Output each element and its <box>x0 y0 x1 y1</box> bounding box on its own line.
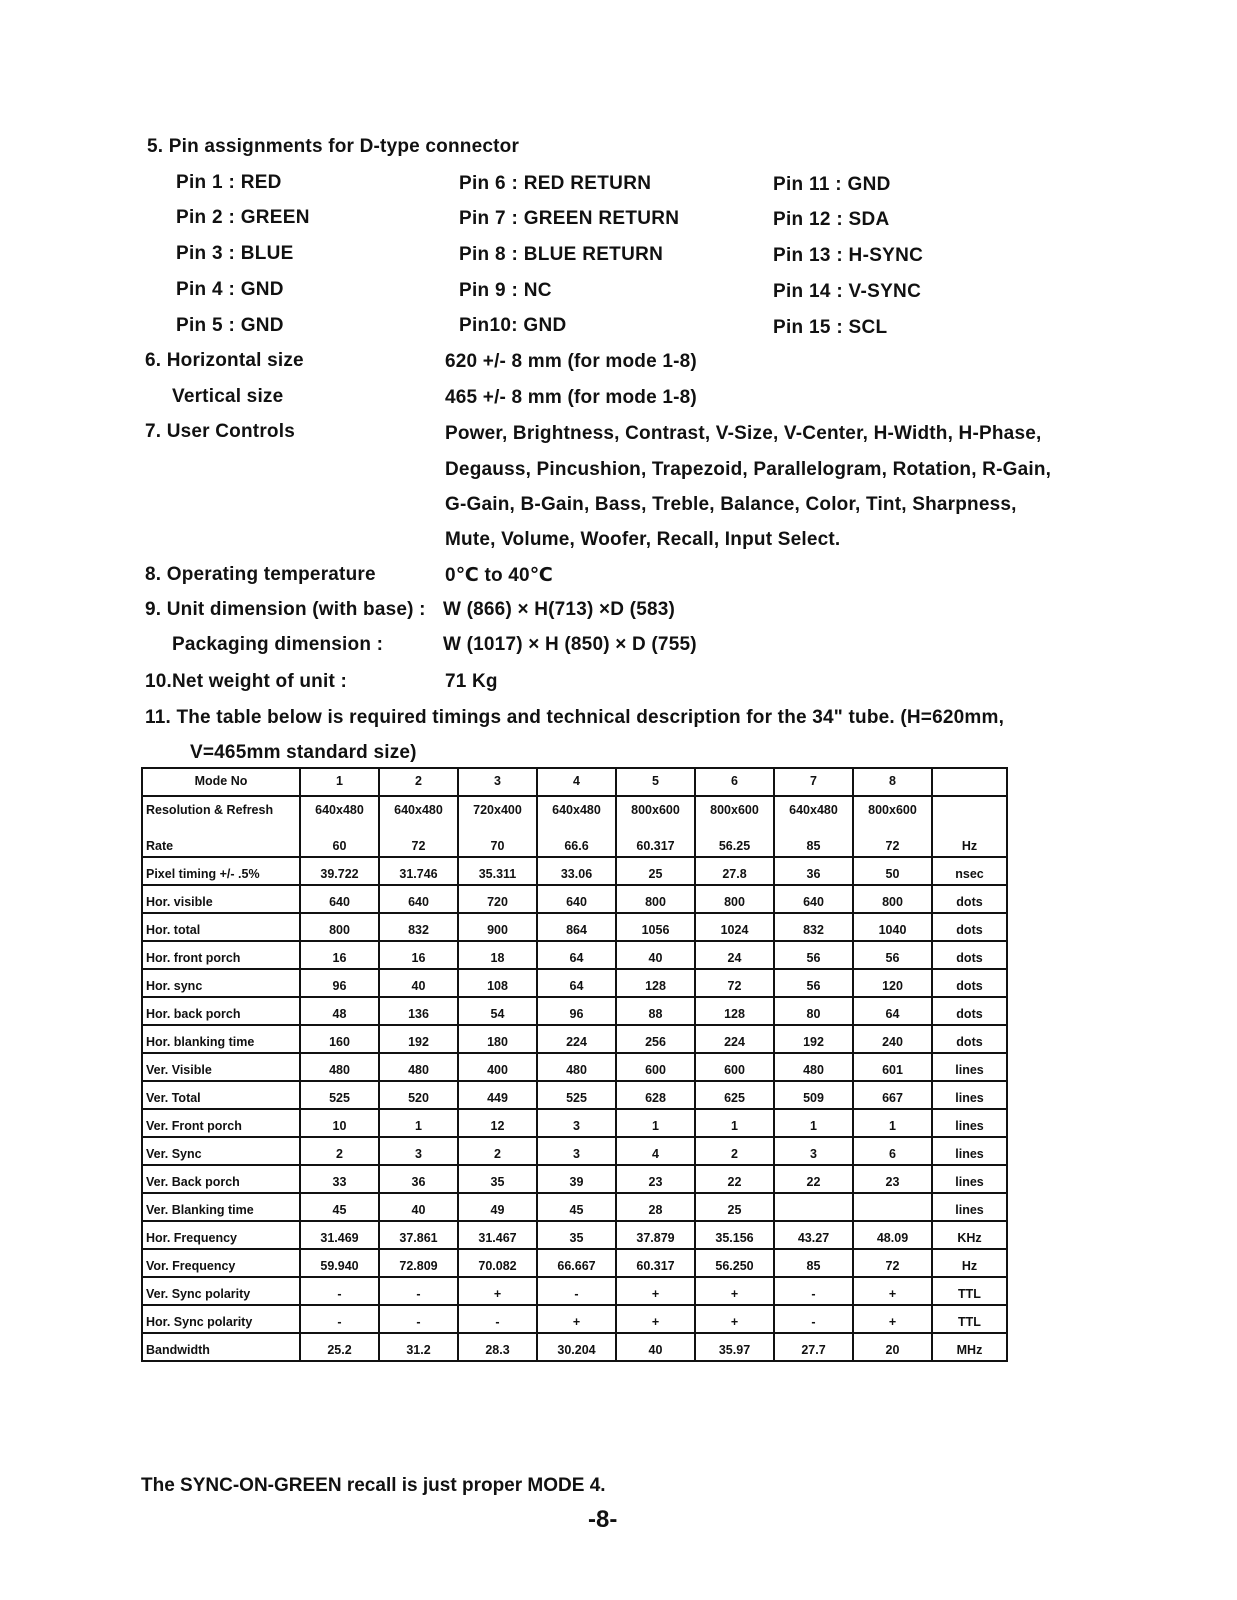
table-cell: - <box>300 1277 379 1305</box>
table-cell: 600 <box>695 1053 774 1081</box>
table-cell: + <box>537 1305 616 1333</box>
table-cell: 120 <box>853 969 932 997</box>
table-cell: 70.082 <box>458 1249 537 1277</box>
table-cell: 35 <box>458 1165 537 1193</box>
table-cell: 601 <box>853 1053 932 1081</box>
table-cell: 25.2 <box>300 1333 379 1361</box>
table-cell: lines <box>932 1137 1007 1165</box>
table-cell: 35.97 <box>695 1333 774 1361</box>
table-cell: 136 <box>379 997 458 1025</box>
table-cell: 64 <box>537 969 616 997</box>
table-cell: 72.809 <box>379 1249 458 1277</box>
table-cell: 28 <box>616 1193 695 1221</box>
table-cell: dots <box>932 913 1007 941</box>
table-cell: 27.7 <box>774 1333 853 1361</box>
table-cell: MHz <box>932 1333 1007 1361</box>
table-row-label: Rate <box>142 826 300 857</box>
table-cell: 2 <box>300 1137 379 1165</box>
packaging-dimension-value: W (1017) × H (850) × D (755) <box>443 634 697 655</box>
table-cell: 39 <box>537 1165 616 1193</box>
table-row-label: Ver. Visible <box>142 1053 300 1081</box>
table-cell: 35.311 <box>458 857 537 885</box>
table-row-label: Pixel timing +/- .5% <box>142 857 300 885</box>
table-row-label: Hor. Frequency <box>142 1221 300 1249</box>
table-header-cell: 1 <box>300 768 379 796</box>
table-cell: 800x600 <box>695 796 774 826</box>
table-cell: - <box>774 1277 853 1305</box>
user-controls-line-1: Power, Brightness, Contrast, V-Size, V-Center, H-Width, H-Phase, <box>445 423 1042 444</box>
table-row <box>142 1165 1007 1193</box>
table-cell: 800 <box>853 885 932 913</box>
table-cell: 800 <box>695 885 774 913</box>
pin-10: Pin10: GND <box>459 315 567 336</box>
table-cell: 1056 <box>616 913 695 941</box>
table-cell: 70 <box>458 826 537 857</box>
table-cell: 40 <box>616 1333 695 1361</box>
table-cell: 59.940 <box>300 1249 379 1277</box>
table-cell: 45 <box>300 1193 379 1221</box>
table-cell: 600 <box>616 1053 695 1081</box>
table-row-label: Hor. blanking time <box>142 1025 300 1053</box>
table-cell: 96 <box>300 969 379 997</box>
table-cell: 33 <box>300 1165 379 1193</box>
table-cell: 640 <box>379 885 458 913</box>
table-cell: 72 <box>853 1249 932 1277</box>
table-row-label: Ver. Blanking time <box>142 1193 300 1221</box>
table-cell: 224 <box>695 1025 774 1053</box>
table-row-label: Ver. Sync polarity <box>142 1277 300 1305</box>
table-cell: dots <box>932 1025 1007 1053</box>
table-cell: 192 <box>774 1025 853 1053</box>
table-cell: nsec <box>932 857 1007 885</box>
pin-6: Pin 6 : RED RETURN <box>459 173 652 194</box>
user-controls-line-2: Degauss, Pincushion, Trapezoid, Parallelogram, Rotation, R-Gain, <box>445 459 1052 480</box>
table-cell: TTL <box>932 1305 1007 1333</box>
table-row-label: Bandwidth <box>142 1333 300 1361</box>
table-row-label: Hor. sync <box>142 969 300 997</box>
table-cell: + <box>695 1277 774 1305</box>
table-cell: 192 <box>379 1025 458 1053</box>
table-row <box>142 1249 1007 1277</box>
table-cell: 40 <box>616 941 695 969</box>
table-cell: + <box>458 1277 537 1305</box>
table-cell: 800x600 <box>616 796 695 826</box>
sync-on-green-note: The SYNC-ON-GREEN recall is just proper MODE 4. <box>141 1475 606 1496</box>
table-cell: 28.3 <box>458 1333 537 1361</box>
table-cell: 864 <box>537 913 616 941</box>
table-cell: 640x480 <box>379 796 458 826</box>
table-cell: 45 <box>537 1193 616 1221</box>
table-row <box>142 1221 1007 1249</box>
table-cell: 31.746 <box>379 857 458 885</box>
table-cell: dots <box>932 941 1007 969</box>
table-cell: 12 <box>458 1109 537 1137</box>
table-cell: 66.667 <box>537 1249 616 1277</box>
table-cell: 37.861 <box>379 1221 458 1249</box>
section-5-heading: 5. Pin assignments for D-type connector <box>147 136 520 157</box>
vertical-size-value: 465 +/- 8 mm (for mode 1-8) <box>445 387 697 408</box>
table-row <box>142 1025 1007 1053</box>
table-cell: Hz <box>932 1249 1007 1277</box>
table-cell: 16 <box>300 941 379 969</box>
table-row-label: Hor. back porch <box>142 997 300 1025</box>
table-cell: 720 <box>458 885 537 913</box>
table-cell: 37.879 <box>616 1221 695 1249</box>
table-cell: 400 <box>458 1053 537 1081</box>
table-cell: 1 <box>853 1109 932 1137</box>
table-row <box>142 969 1007 997</box>
table-cell: 60.317 <box>616 1249 695 1277</box>
table-header-cell: 6 <box>695 768 774 796</box>
page-number: -8- <box>588 1506 618 1533</box>
table-cell: 128 <box>695 997 774 1025</box>
table-cell: 80 <box>774 997 853 1025</box>
user-controls-label: 7. User Controls <box>145 421 295 442</box>
table-cell: 128 <box>616 969 695 997</box>
table-cell: 240 <box>853 1025 932 1053</box>
table-cell: 31.2 <box>379 1333 458 1361</box>
table-cell: 480 <box>300 1053 379 1081</box>
pin-15: Pin 15 : SCL <box>773 317 888 338</box>
table-cell: lines <box>932 1081 1007 1109</box>
table-cell <box>932 796 1007 826</box>
table-cell: 60 <box>300 826 379 857</box>
table-cell: 49 <box>458 1193 537 1221</box>
table-cell: 640x480 <box>537 796 616 826</box>
table-cell: 23 <box>853 1165 932 1193</box>
table-cell: + <box>853 1277 932 1305</box>
table-cell: - <box>537 1277 616 1305</box>
table-cell: lines <box>932 1165 1007 1193</box>
table-cell: 6 <box>853 1137 932 1165</box>
table-cell: 2 <box>695 1137 774 1165</box>
table-cell: 56.250 <box>695 1249 774 1277</box>
table-cell: 72 <box>379 826 458 857</box>
table-cell: 50 <box>853 857 932 885</box>
table-header-cell: 8 <box>853 768 932 796</box>
table-cell: 224 <box>537 1025 616 1053</box>
table-header-cell: 7 <box>774 768 853 796</box>
table-cell: 640x480 <box>300 796 379 826</box>
table-row <box>142 885 1007 913</box>
table-cell: 88 <box>616 997 695 1025</box>
table-cell: - <box>458 1305 537 1333</box>
table-cell: 1 <box>616 1109 695 1137</box>
pin-14: Pin 14 : V-SYNC <box>773 281 922 302</box>
table-cell: 480 <box>774 1053 853 1081</box>
table-cell: lines <box>932 1109 1007 1137</box>
table-header-cell: 5 <box>616 768 695 796</box>
table-cell: 180 <box>458 1025 537 1053</box>
table-cell: 108 <box>458 969 537 997</box>
timing-table <box>141 767 1008 1362</box>
table-cell: 96 <box>537 997 616 1025</box>
table-cell: - <box>379 1277 458 1305</box>
operating-temperature-label: 8. Operating temperature <box>145 564 376 585</box>
unit-dimension-value: W (866) × H(713) ×D (583) <box>443 599 676 620</box>
table-cell: 25 <box>695 1193 774 1221</box>
table-cell: dots <box>932 997 1007 1025</box>
table-cell: dots <box>932 969 1007 997</box>
table-cell: 85 <box>774 826 853 857</box>
table-cell: 40 <box>379 969 458 997</box>
table-cell: 33.06 <box>537 857 616 885</box>
table-header-cell: 3 <box>458 768 537 796</box>
table-header-cell: 2 <box>379 768 458 796</box>
pin-5: Pin 5 : GND <box>176 315 284 336</box>
table-cell: 24 <box>695 941 774 969</box>
table-cell: 23 <box>616 1165 695 1193</box>
horizontal-size-label: 6. Horizontal size <box>145 350 304 371</box>
table-cell: 4 <box>616 1137 695 1165</box>
table-cell: + <box>695 1305 774 1333</box>
table-cell: 509 <box>774 1081 853 1109</box>
table-cell: 31.467 <box>458 1221 537 1249</box>
table-cell: 800 <box>616 885 695 913</box>
table-cell: 56 <box>774 969 853 997</box>
table-row-label: Hor. total <box>142 913 300 941</box>
table-cell: 10 <box>300 1109 379 1137</box>
table-cell: 72 <box>853 826 932 857</box>
pin-13: Pin 13 : H-SYNC <box>773 245 924 266</box>
table-row <box>142 1053 1007 1081</box>
table-cell: 800x600 <box>853 796 932 826</box>
table-cell: 3 <box>774 1137 853 1165</box>
table-cell: 31.469 <box>300 1221 379 1249</box>
table-cell: 18 <box>458 941 537 969</box>
table-row <box>142 941 1007 969</box>
table-cell: 525 <box>300 1081 379 1109</box>
table-cell: 449 <box>458 1081 537 1109</box>
table-cell: 36 <box>774 857 853 885</box>
unit-dimension-label: 9. Unit dimension (with base) : <box>145 599 426 620</box>
table-cell: 56 <box>774 941 853 969</box>
table-row <box>142 997 1007 1025</box>
table-cell: - <box>379 1305 458 1333</box>
table-cell: Hz <box>932 826 1007 857</box>
table-cell: 625 <box>695 1081 774 1109</box>
table-row-label: Hor. Sync polarity <box>142 1305 300 1333</box>
user-controls-line-3: G-Gain, B-Gain, Bass, Treble, Balance, Color, Tint, Sharpness, <box>445 494 1017 515</box>
table-row-label: Ver. Front porch <box>142 1109 300 1137</box>
table-cell: 2 <box>458 1137 537 1165</box>
table-cell: 832 <box>774 913 853 941</box>
table-row <box>142 913 1007 941</box>
table-cell: 56.25 <box>695 826 774 857</box>
table-cell: 22 <box>695 1165 774 1193</box>
table-cell: 36 <box>379 1165 458 1193</box>
table-row-resolution <box>142 796 1007 826</box>
table-cell <box>853 1193 932 1221</box>
table-cell: 1 <box>379 1109 458 1137</box>
table-cell: 720x400 <box>458 796 537 826</box>
table-cell: 16 <box>379 941 458 969</box>
table-cell: 900 <box>458 913 537 941</box>
pin-7: Pin 7 : GREEN RETURN <box>459 208 680 229</box>
table-cell: 20 <box>853 1333 932 1361</box>
table-cell: 525 <box>537 1081 616 1109</box>
table-cell: dots <box>932 885 1007 913</box>
table-header-cell: Mode No <box>142 768 300 796</box>
table-cell: 1024 <box>695 913 774 941</box>
net-weight-value: 71 Kg <box>445 671 498 692</box>
table-cell: 160 <box>300 1025 379 1053</box>
table-cell <box>774 1193 853 1221</box>
table-cell: 30.204 <box>537 1333 616 1361</box>
table-row <box>142 1137 1007 1165</box>
table-cell: 25 <box>616 857 695 885</box>
table-cell: 800 <box>300 913 379 941</box>
table-cell: KHz <box>932 1221 1007 1249</box>
table-cell: 3 <box>537 1109 616 1137</box>
table-cell: 628 <box>616 1081 695 1109</box>
table-cell: + <box>616 1305 695 1333</box>
table-cell: 64 <box>537 941 616 969</box>
table-row <box>142 1305 1007 1333</box>
pin-2: Pin 2 : GREEN <box>176 207 310 228</box>
table-cell: 640 <box>774 885 853 913</box>
table-header-cell <box>932 768 1007 796</box>
pin-3: Pin 3 : BLUE <box>176 243 294 264</box>
operating-temperature-value: 0℃ to 40℃ <box>445 565 554 586</box>
table-cell: 667 <box>853 1081 932 1109</box>
table-cell: 56 <box>853 941 932 969</box>
table-cell: 48.09 <box>853 1221 932 1249</box>
net-weight-label: 10.Net weight of unit : <box>145 671 347 692</box>
table-cell: 1 <box>695 1109 774 1137</box>
table-cell: 85 <box>774 1249 853 1277</box>
table-row-label: Resolution & Refresh <box>142 796 300 826</box>
table-cell: 39.722 <box>300 857 379 885</box>
table-cell: - <box>300 1305 379 1333</box>
table-cell: lines <box>932 1053 1007 1081</box>
table-cell: 35.156 <box>695 1221 774 1249</box>
table-row <box>142 1193 1007 1221</box>
table-row-rate <box>142 826 1007 857</box>
table-row-label: Ver. Total <box>142 1081 300 1109</box>
table-cell: 640x480 <box>774 796 853 826</box>
pin-12: Pin 12 : SDA <box>773 209 890 230</box>
table-cell: 520 <box>379 1081 458 1109</box>
table-cell: 1040 <box>853 913 932 941</box>
table-row <box>142 1081 1007 1109</box>
pin-11: Pin 11 : GND <box>773 174 891 195</box>
table-cell: 480 <box>379 1053 458 1081</box>
vertical-size-label: Vertical size <box>172 386 284 407</box>
table-cell: + <box>616 1277 695 1305</box>
table-cell: 35 <box>537 1221 616 1249</box>
pin-1: Pin 1 : RED <box>176 172 282 193</box>
pin-9: Pin 9 : NC <box>459 280 552 301</box>
table-cell: - <box>774 1305 853 1333</box>
table-cell: 3 <box>379 1137 458 1165</box>
packaging-dimension-label: Packaging dimension : <box>172 634 384 655</box>
table-row-label: Vor. Frequency <box>142 1249 300 1277</box>
table-header-cell: 4 <box>537 768 616 796</box>
table-cell: 48 <box>300 997 379 1025</box>
table-cell: lines <box>932 1193 1007 1221</box>
table-row-label: Ver. Sync <box>142 1137 300 1165</box>
table-row <box>142 857 1007 885</box>
table-row-label: Ver. Back porch <box>142 1165 300 1193</box>
table-cell: 40 <box>379 1193 458 1221</box>
table-row <box>142 1109 1007 1137</box>
table-cell: 1 <box>774 1109 853 1137</box>
section-11-line-1: 11. The table below is required timings and technical description for the 34" tube. (H=620mm, <box>145 707 1005 728</box>
table-cell: 640 <box>300 885 379 913</box>
horizontal-size-value: 620 +/- 8 mm (for mode 1-8) <box>445 351 697 372</box>
table-row-label: Hor. visible <box>142 885 300 913</box>
table-cell: 66.6 <box>537 826 616 857</box>
table-cell: 64 <box>853 997 932 1025</box>
pin-4: Pin 4 : GND <box>176 279 284 300</box>
table-cell: 832 <box>379 913 458 941</box>
table-cell: 3 <box>537 1137 616 1165</box>
table-cell: + <box>853 1305 932 1333</box>
table-cell: 60.317 <box>616 826 695 857</box>
table-row-label: Hor. front porch <box>142 941 300 969</box>
table-cell: 54 <box>458 997 537 1025</box>
table-header-row <box>142 768 1007 796</box>
pin-8: Pin 8 : BLUE RETURN <box>459 244 664 265</box>
table-cell: 256 <box>616 1025 695 1053</box>
table-row <box>142 1333 1007 1361</box>
table-cell: 72 <box>695 969 774 997</box>
table-cell: 27.8 <box>695 857 774 885</box>
table-cell: TTL <box>932 1277 1007 1305</box>
table-cell: 640 <box>537 885 616 913</box>
table-cell: 480 <box>537 1053 616 1081</box>
table-cell: 22 <box>774 1165 853 1193</box>
section-11-line-2: V=465mm standard size) <box>190 742 417 763</box>
table-row <box>142 1277 1007 1305</box>
user-controls-line-4: Mute, Volume, Woofer, Recall, Input Select. <box>445 529 841 550</box>
table-cell: 43.27 <box>774 1221 853 1249</box>
